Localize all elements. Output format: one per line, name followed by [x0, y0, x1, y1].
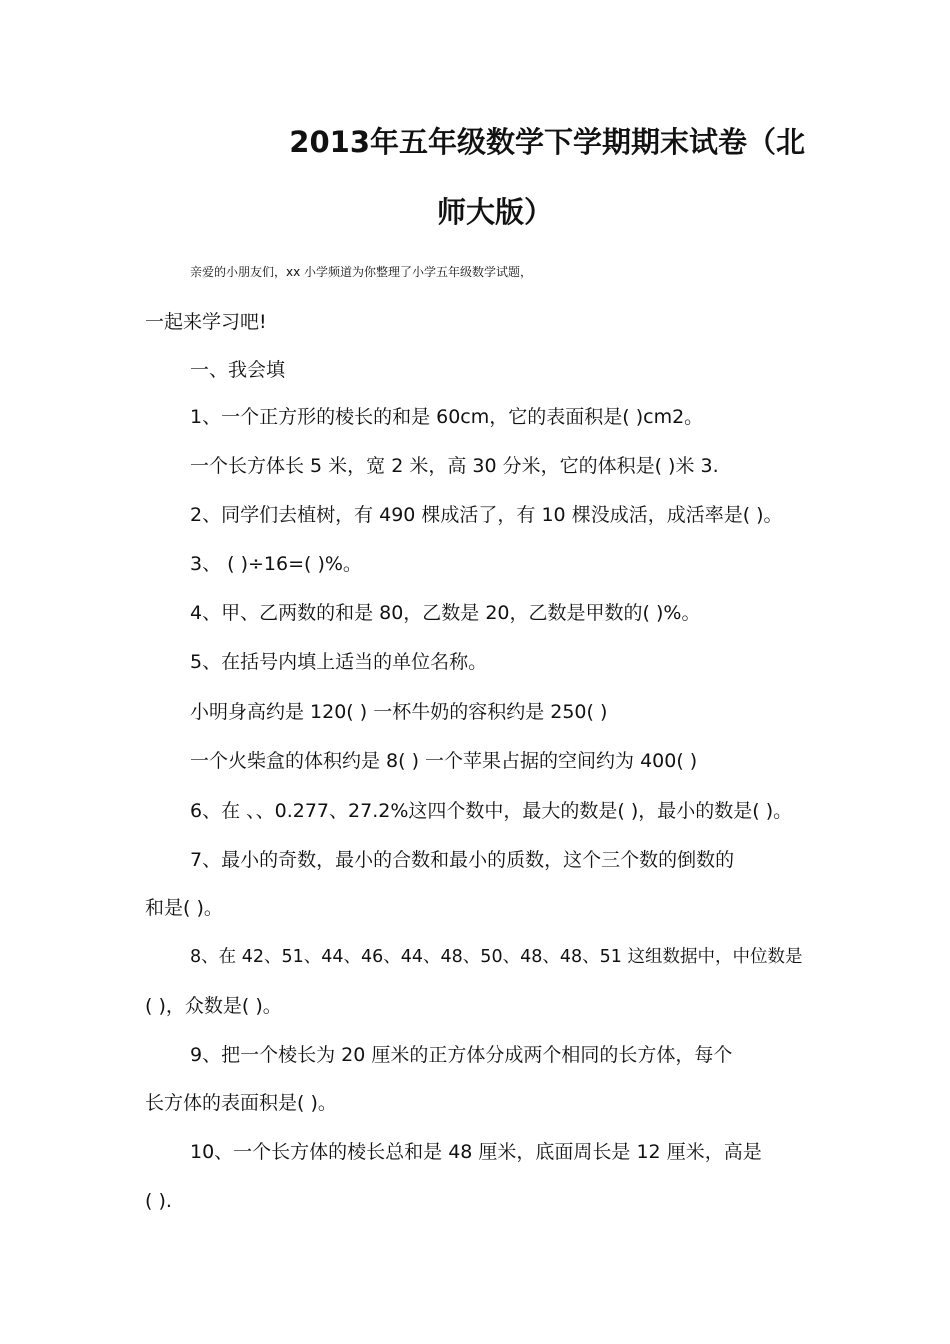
document-title-line-2: 师大版）: [436, 195, 553, 229]
question-5-part-2: 一个火柴盒的体积约是 8( ) 一个苹果占据的空间约为 400( ): [190, 750, 698, 772]
question-1: 1、一个正方形的棱长的和是 60cm，它的表面积是( )cm2。: [190, 406, 704, 428]
question-6: 6、在 、、0.277、27.2%这四个数中，最大的数是( )，最小的数是( )。: [190, 800, 793, 822]
intro-paragraph-line-2: 一起来学习吧!: [145, 311, 267, 333]
question-8-line-2: ( )，众数是( )。: [145, 995, 282, 1017]
question-7-line-1: 7、最小的奇数，最小的合数和最小的质数，这个三个数的倒数的: [190, 849, 735, 871]
question-4: 4、甲、乙两数的和是 80，乙数是 20，乙数是甲数的( )%。: [190, 602, 701, 624]
question-3: 3、 ( )÷16=( )%。: [190, 553, 362, 575]
question-5: 5、在括号内填上适当的单位名称。: [190, 651, 488, 673]
question-8-line-1: 8、在 42、51、44、46、44、48、50、48、48、51 这组数据中，中位数是: [190, 947, 803, 967]
question-10-line-2: ( ).: [145, 1190, 172, 1212]
question-9-line-2: 长方体的表面积是( )。: [145, 1092, 337, 1114]
section-heading: 一、我会填: [190, 359, 286, 381]
intro-paragraph-line-1: 亲爱的小朋友们，xx 小学频道为你整理了小学五年级数学试题，: [190, 265, 533, 279]
question-10-line-1: 10、一个长方体的棱长总和是 48 厘米，底面周长是 12 厘米，高是: [190, 1141, 762, 1163]
question-7-line-2: 和是( )。: [145, 897, 223, 919]
question-1-part-2: 一个长方体长 5 米，宽 2 米，高 30 分米，它的体积是( )米 3.: [190, 455, 719, 477]
question-9-line-1: 9、把一个棱长为 20 厘米的正方体分成两个相同的长方体，每个: [190, 1044, 733, 1066]
question-2: 2、同学们去植树，有 490 棵成活了，有 10 棵没成活，成活率是( )。: [190, 504, 783, 526]
question-5-part-1: 小明身高约是 120( ) 一杯牛奶的容积约是 250( ): [190, 701, 608, 723]
document-title-line-1: 2013年五年级数学下学期期末试卷（北: [289, 125, 805, 159]
